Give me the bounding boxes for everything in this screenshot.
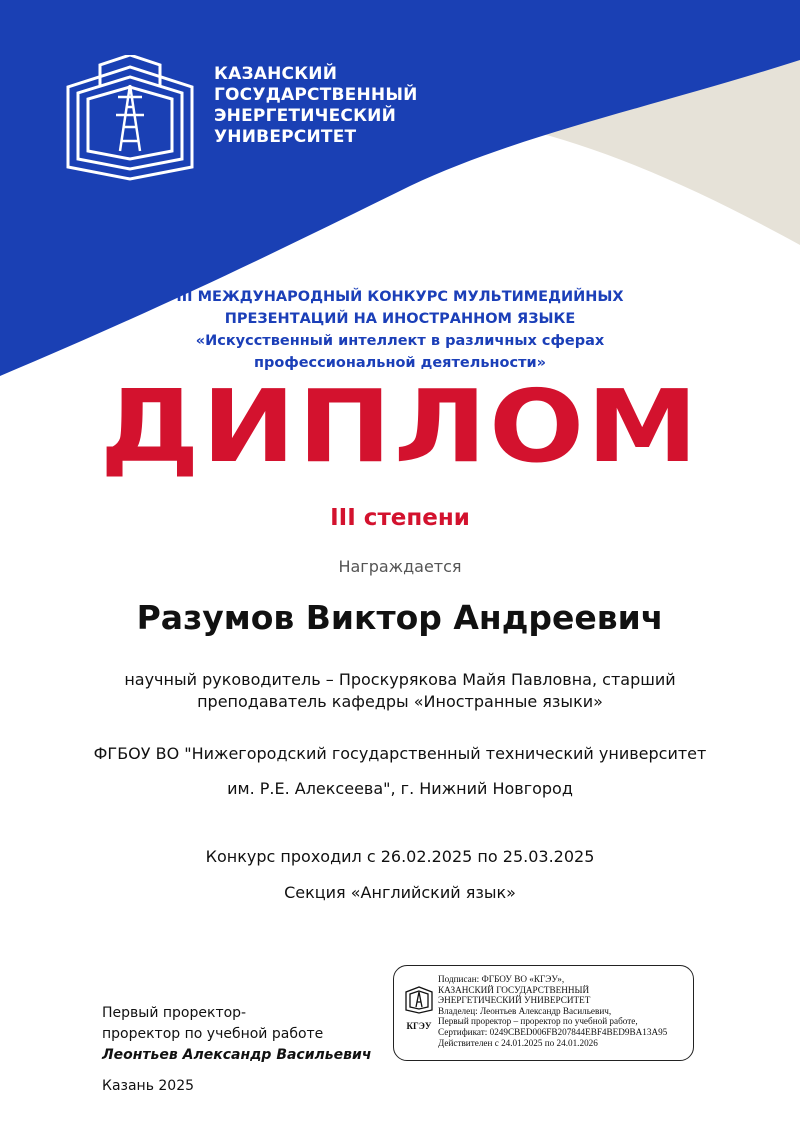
city-year: Казань 2025 <box>102 1078 195 1094</box>
university-name-line: КАЗАНСКИЙ <box>214 64 338 84</box>
institution-line-2: им. Р.Е. Алексеева", г. Нижний Новгород <box>227 779 573 798</box>
contest-dates: Конкурс проходил с 26.02.2025 по 25.03.2025 <box>205 847 595 866</box>
stamp-logo-icon <box>404 984 434 1014</box>
signatory-position: проректор по учебной работе <box>102 1026 324 1042</box>
stamp-line: Подписан: ФГБОУ ВО «КГЭУ», <box>438 974 565 984</box>
supervisor-info <box>40 669 760 713</box>
supervisor-line: научный руководитель – Проскурякова Майя Павловна, старший <box>124 670 676 689</box>
signatory-block <box>102 1003 371 1066</box>
stamp-line: Сертификат: 0249CBED006FB207844EBF4BED9BA13A95 <box>438 1026 668 1037</box>
stamp-logo-label: КГЭУ <box>406 1021 432 1031</box>
contest-title-line: «Искусственный интеллект в различных сферах <box>195 333 605 349</box>
stamp-line: Первый проректор – проректор по учебной работе, <box>438 1016 638 1027</box>
diploma-degree: III степени <box>330 505 470 531</box>
stamp-line: ЭНЕРГЕТИЧЕСКИЙ УНИВЕРСИТЕТ <box>438 995 591 1006</box>
contest-title-line: III МЕЖДУНАРОДНЫЙ КОНКУРС МУЛЬТИМЕДИЙНЫХ <box>176 289 624 305</box>
university-name-line: ЭНЕРГЕТИЧЕСКИЙ <box>214 106 397 126</box>
supervisor-line: преподаватель кафедры «Иностранные языки» <box>197 692 603 711</box>
electronic-signature-stamp <box>393 965 694 1061</box>
book-tower-logo-icon <box>60 55 200 185</box>
diploma-title: ДИПЛОМ <box>99 368 701 485</box>
institution-line-1: ФГБОУ ВО "Нижегородский государственный технический университет <box>93 744 707 763</box>
stamp-text <box>438 974 667 1048</box>
stamp-line: Владелец: Леонтьев Александр Васильевич, <box>438 1005 612 1016</box>
contest-title-line: ПРЕЗЕНТАЦИЙ НА ИНОСТРАННОМ ЯЗЫКЕ <box>224 311 576 327</box>
contest-title-line: профессиональной деятельности» <box>253 355 547 371</box>
stamp-line: Действителен с 24.01.2025 по 24.01.2026 <box>438 1037 598 1048</box>
recipient-name: Разумов Виктор Андреевич <box>136 598 664 637</box>
university-name <box>214 64 418 148</box>
stamp-logo <box>402 984 436 1031</box>
signatory-name: Леонтьев Александр Васильевич <box>102 1047 372 1063</box>
university-name-line: ГОСУДАРСТВЕННЫЙ <box>214 85 418 105</box>
contest-section: Секция «Английский язык» <box>284 883 516 902</box>
awarded-label: Награждается <box>338 557 462 576</box>
stamp-line: КАЗАНСКИЙ ГОСУДАРСТВЕННЫЙ <box>438 984 590 995</box>
university-name-line: УНИВЕРСИТЕТ <box>214 127 357 147</box>
signatory-position: Первый проректор- <box>102 1005 247 1021</box>
contest-title <box>100 286 700 374</box>
